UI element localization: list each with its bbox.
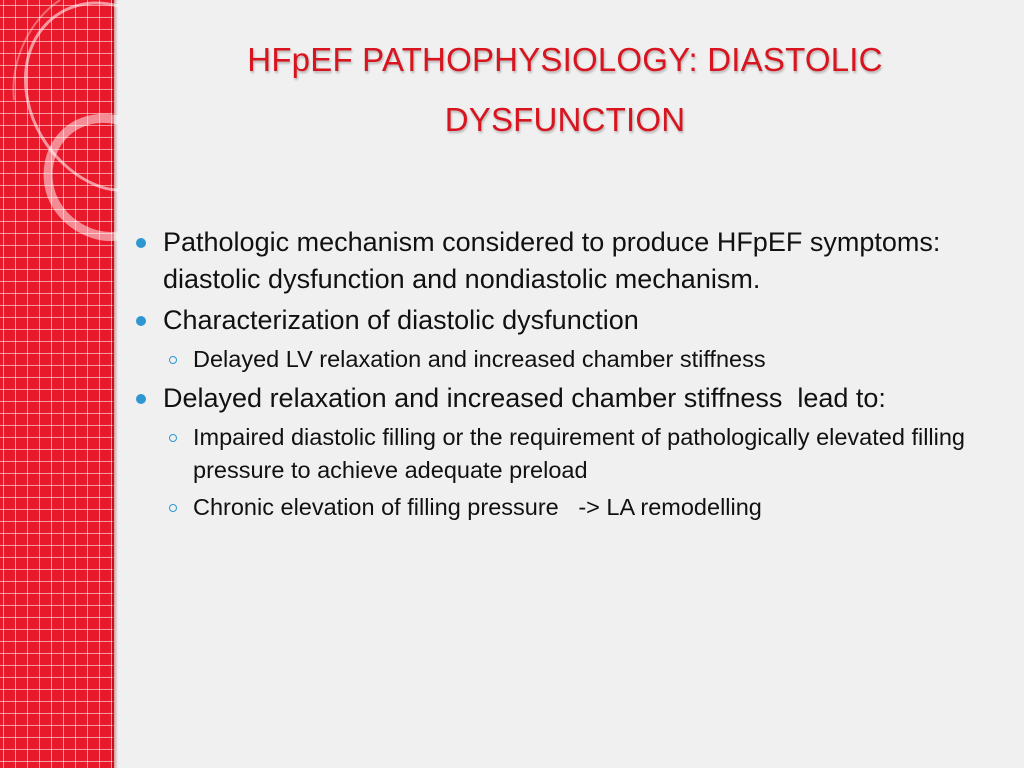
- bullet-text: Delayed relaxation and increased chamber stiffness lead to:: [163, 383, 886, 413]
- sub-list-item: [132, 491, 972, 524]
- bullet-text: Characterization of diastolic dysfunction: [163, 305, 639, 335]
- sub-bullet-text: Impaired diastolic filling or the requirement of pathologically elevated filling pressure to achieve adequate preload: [193, 424, 966, 483]
- slide-title: HFpEF PATHOPHYSIOLOGY: DIASTOLIC DYSFUNCTION: [247, 41, 883, 138]
- sub-list-item: [132, 421, 972, 487]
- sub-bullet-ring-icon: [169, 504, 177, 512]
- bullet-dot-icon: [136, 238, 146, 248]
- list-item: [132, 380, 972, 417]
- list-item: [132, 302, 972, 339]
- sub-list-item: [132, 343, 972, 376]
- sub-bullet-ring-icon: [169, 356, 177, 364]
- list-item: [132, 224, 972, 298]
- sub-bullet-text: Chronic elevation of filling pressure -> LA remodelling: [193, 494, 762, 520]
- sub-bullet-text: Delayed LV relaxation and increased chamber stiffness: [193, 346, 766, 372]
- bullet-list: [132, 224, 972, 528]
- bullet-dot-icon: [136, 394, 146, 404]
- sub-bullet-ring-icon: [169, 434, 177, 442]
- bullet-dot-icon: [136, 316, 146, 326]
- bullet-text: Pathologic mechanism considered to produce HFpEF symptoms: diastolic dysfunction and nondiastolic mechanism.: [163, 227, 941, 294]
- decorative-swirl-icon: [0, 0, 140, 260]
